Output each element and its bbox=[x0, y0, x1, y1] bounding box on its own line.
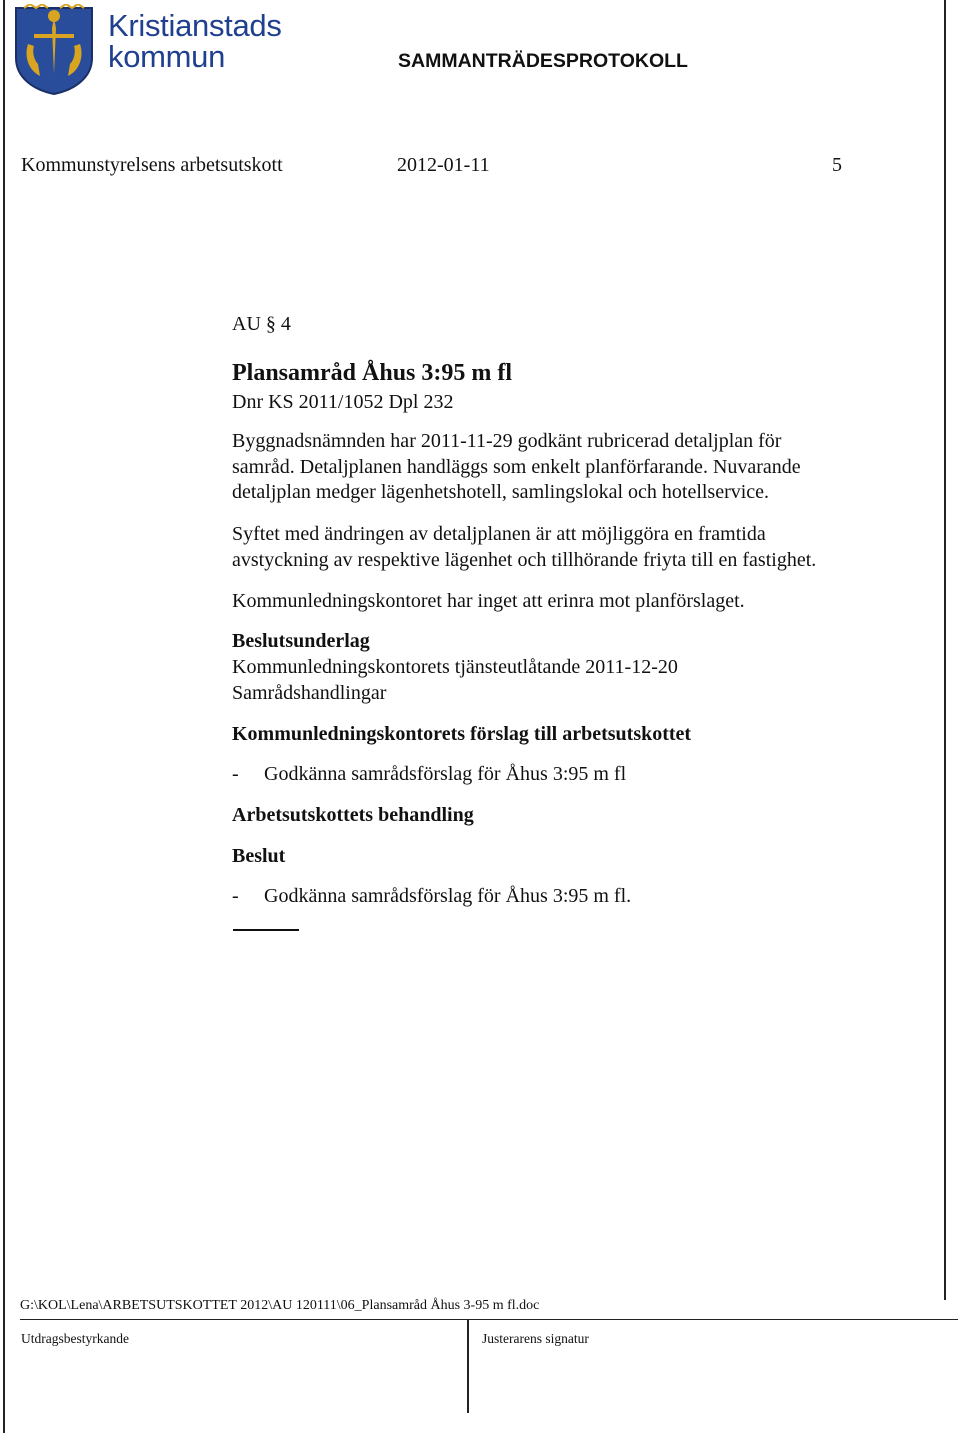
footer-center-divider bbox=[467, 1319, 469, 1413]
brand-line-1: Kristianstads bbox=[108, 8, 282, 43]
item-title: Plansamråd Åhus 3:95 m fl bbox=[232, 360, 513, 386]
text-line: detaljplan medger lägenhetshotell, samlingslokal och hotellservice. bbox=[232, 481, 770, 503]
left-border-line bbox=[3, 0, 5, 1433]
text-line: Byggnadsnämnden har 2011-11-29 godkänt rubricerad detaljplan för bbox=[232, 430, 782, 452]
list-dash: - bbox=[232, 885, 239, 907]
beslutsunderlag-list bbox=[232, 655, 678, 706]
list-item: Samrådshandlingar bbox=[232, 681, 387, 704]
proposal-item bbox=[232, 762, 626, 788]
right-border-line bbox=[944, 0, 946, 1300]
text-line: Syftet med ändringen av detaljplanen är att möjliggöra en framtida bbox=[232, 523, 766, 545]
proposal-text: Godkänna samrådsförslag för Åhus 3:95 m fl bbox=[264, 763, 627, 785]
paragraph-statement: Kommunledningskontoret har inget att erinra mot planförslaget. bbox=[232, 590, 745, 612]
committee-name: Kommunstyrelsens arbetsutskott bbox=[21, 154, 283, 176]
proposal-heading: Kommunledningskontorets förslag till arbetsutskottet bbox=[232, 723, 692, 745]
file-path: G:\KOL\Lena\ARBETSUTSKOTTET 2012\AU 120111\06_Plansamråd Åhus 3-95 m fl.doc bbox=[20, 1298, 540, 1313]
end-rule bbox=[233, 929, 299, 931]
list-dash: - bbox=[232, 763, 239, 785]
paragraph-background bbox=[232, 429, 801, 506]
municipality-logo-text bbox=[108, 10, 282, 72]
meeting-date: 2012-01-11 bbox=[397, 154, 490, 176]
decision-heading: Beslut bbox=[232, 845, 286, 867]
certification-label: Utdragsbestyrkande bbox=[21, 1331, 129, 1346]
text-line: avstyckning av respektive lägenhet och tillhörande friyta till en fastighet. bbox=[232, 548, 817, 571]
coat-of-arms-icon bbox=[14, 4, 94, 96]
case-number: Dnr KS 2011/1052 Dpl 232 bbox=[232, 391, 454, 413]
page-number: 5 bbox=[832, 154, 842, 176]
footer-left-divider bbox=[3, 1319, 5, 1413]
handling-heading: Arbetsutskottets behandling bbox=[232, 804, 474, 826]
list-item: Kommunledningskontorets tjänsteutlåtande 2011-12-20 bbox=[232, 656, 678, 678]
brand-line-2: kommun bbox=[108, 39, 226, 74]
signature-label: Justerarens signatur bbox=[482, 1331, 589, 1346]
text-line: samråd. Detaljplanen handläggs som enkelt planförfarande. Nuvarande bbox=[232, 455, 801, 478]
paragraph-purpose bbox=[232, 522, 816, 573]
footer-rule bbox=[20, 1319, 958, 1320]
section-id: AU § 4 bbox=[232, 313, 291, 335]
decision-text: Godkänna samrådsförslag för Åhus 3:95 m fl. bbox=[264, 885, 632, 907]
beslutsunderlag-heading: Beslutsunderlag bbox=[232, 630, 370, 652]
document-type: SAMMANTRÄDESPROTOKOLL bbox=[398, 50, 688, 72]
decision-item bbox=[232, 884, 631, 910]
